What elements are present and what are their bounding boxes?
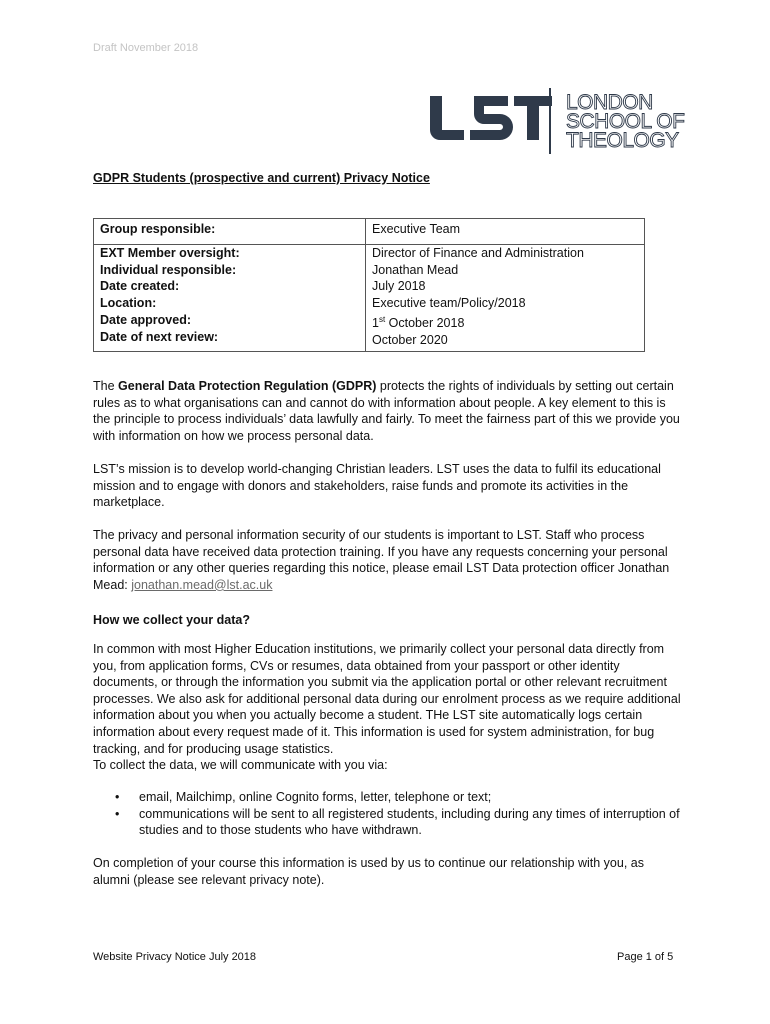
logo-line-2: SCHOOL OF [566,110,685,133]
alumni-paragraph: On completion of your course this information is used by us to continue our relationship with you, as alumni (please see relevant privacy note). [93,856,644,887]
para3-text: The privacy and personal information security of our students is important to LST. Staff who process personal data have received data protection training. If you have any requests concerning your personal information or any other queries regarding this notice, please email LST Data protection officer Jonathan Mead: [93,528,670,592]
gdpr-paragraph [93,378,683,444]
label-individual: Individual responsible: [100,262,237,277]
page-title: GDPR Students (prospective and current) Privacy Notice [93,171,430,185]
communication-list [93,789,683,839]
list-item [93,806,683,839]
bullet-icon: • [115,806,120,821]
para1-bold: General Data Protection Regulation (GDPR) [118,379,377,393]
label-location: Location: [100,296,157,311]
approved-day: 1 [372,316,379,331]
para1-pre: The [93,379,119,393]
security-paragraph [93,527,683,593]
value-individual: Jonathan Mead [372,262,459,277]
label-date-created: Date created: [100,279,180,294]
bullet-text: email, Mailchimp, online Cognito forms, letter, telephone or text; [139,790,492,804]
draft-note: Draft November 2018 [93,42,199,54]
bullet-text: communications will be sent to all registered students, including during any times of interruption of studies and to those students who have withdrawn. [139,806,680,838]
label-ext-oversight: EXT Member oversight: [100,245,240,260]
table-row [94,244,645,351]
value-ext-oversight: Director of Finance and Administration [372,245,584,260]
dpo-email-link[interactable]: jonathan.mead@lst.ac.uk [131,577,273,592]
group-label: Group responsible: [94,219,366,245]
details-labels [94,244,366,351]
bullet-icon: • [115,790,120,804]
para4-text: In common with most Higher Education institutions, we primarily collect your personal data directly from you, from application forms, CVs or resumes, data obtained from your passport or other identity documents, or through the information you submit via the application portal or other relevant recruitment processes. We also ask for additional personal data during our enrolment process as we require additional information about you when you actually become a student. THe LST site automatically logs certain information about every request made of it. This information is used for system administration, for bug tracking, and for producing usage statistics. [93,642,681,756]
mission-paragraph: LST’s mission is to develop world-changing Christian leaders. LST uses the data to fulfil its educational mission and to engage with donors and stakeholders, raise funds and promote its activities in the marketplace. [93,462,661,510]
policy-info-table [93,218,645,352]
value-date-created: July 2018 [372,279,426,294]
collect-heading: How we collect your data? [93,613,250,627]
footer-page-number: Page 1 of 5 [617,951,674,963]
footer-document-title: Website Privacy Notice July 2018 [93,951,257,963]
details-values [366,244,645,351]
group-value: Executive Team [366,219,645,245]
value-date-approved [372,312,644,332]
lst-letters-icon [430,94,555,144]
value-location: Executive team/Policy/2018 [372,296,526,311]
approved-ordinal: st [378,314,386,324]
label-date-approved: Date approved: [100,312,191,327]
label-next-review: Date of next review: [100,329,219,344]
value-next-review: October 2020 [372,332,448,347]
para1-post: protects the rights of individuals by setting out certain rules as to what organisations can and cannot do with information about people. A key element to this is the principle to process individuals’ data lawfully and fairly. To meet the fairness part of this we provide you with information on how we process personal data. [93,379,680,443]
logo-line-3: THEOLOGY [566,129,679,152]
table-row [94,219,645,245]
list-item [93,789,683,806]
logo-line-1: LONDON [566,91,653,114]
approved-month-year: October 2018 [385,316,465,331]
para4b-text: To collect the data, we will communicate with you via: [93,758,388,773]
collect-paragraph [93,641,683,774]
logo-divider [549,88,551,154]
